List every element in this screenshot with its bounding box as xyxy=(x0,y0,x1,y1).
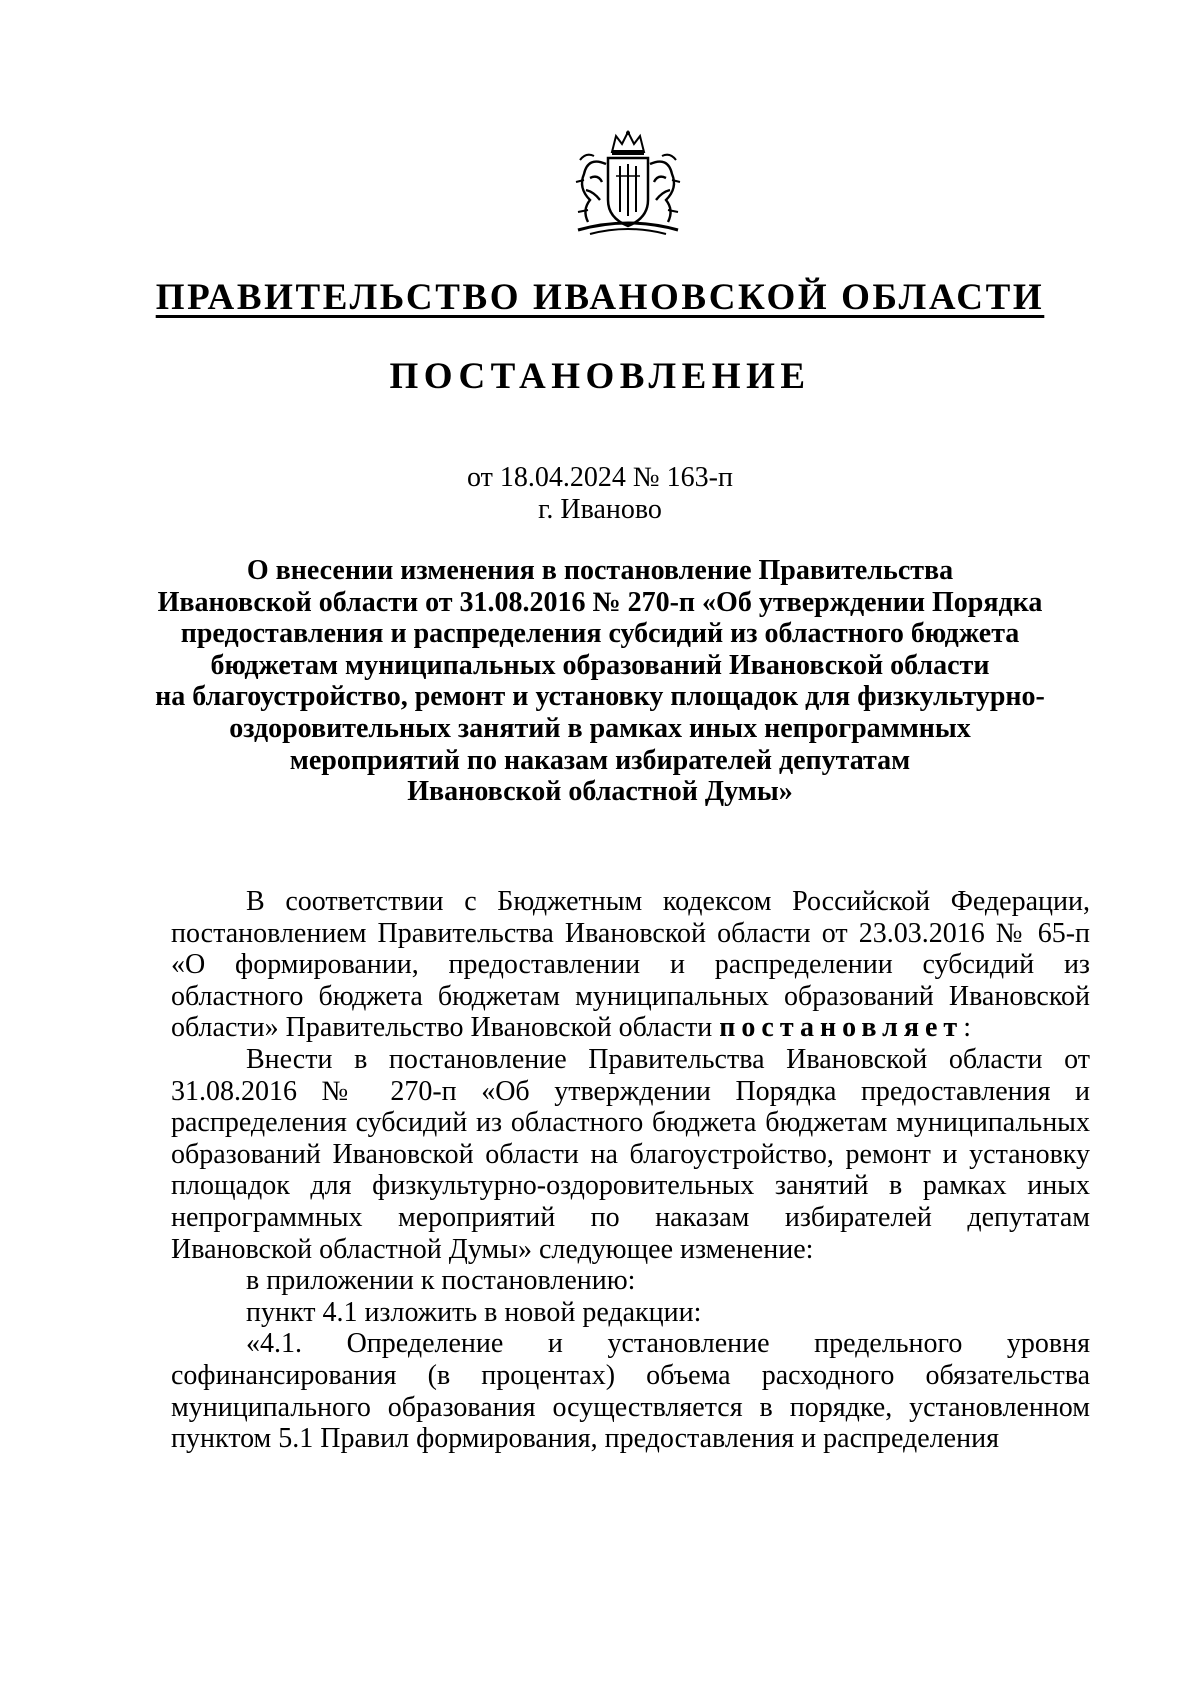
coat-of-arms-icon xyxy=(560,130,696,240)
subject-line: мероприятий по наказам избирателей депутатам xyxy=(289,744,911,776)
organization-title: ПРАВИТЕЛЬСТВО ИВАНОВСКОЙ ОБЛАСТИ xyxy=(155,277,1045,318)
subject-line: Ивановской области от 31.08.2016 № 270-п «Об утверждении Порядка xyxy=(157,586,1043,618)
amendment-paragraph: Внести в постановление Правительства Ивановской области от 31.08.2016 № 270-п «Об утверждении Порядка предоставления и распределения субсидий из областного бюджета бюджетам муниципальных образований Ивановской области на благоустройство, ремонт и установку площадок для физкультурно-оздоровительных занятий в рамках иных непрограммных мероприятий по наказам избирателей депутатам Ивановской областной Думы» следующее изменение: xyxy=(171,1043,1090,1265)
document-body xyxy=(171,886,1090,1455)
city: г. Иваново xyxy=(538,494,662,525)
subject-line: на благоустройство, ремонт и установку площадок для физкультурно- xyxy=(155,681,1045,713)
subject-line: О внесении изменения в постановление Правительства xyxy=(246,555,954,586)
clause-text-paragraph: «4.1. Определение и установление предельного уровня софинансирования (в процентах) объема расходного обязательства муниципального образования осуществляется в порядке, установленном пунктом 5.1 Правил формирования, предоставления и распределения xyxy=(171,1328,1090,1455)
preamble-end: : xyxy=(963,1012,971,1044)
preamble-paragraph xyxy=(171,886,1090,1044)
resolution-keyword: постановляет xyxy=(719,1012,964,1044)
appendix-paragraph: в приложении к постановлению: xyxy=(246,1265,636,1297)
date-and-number: от 18.04.2024 № 163-п xyxy=(467,462,733,493)
subject-line: оздоровительных занятий в рамках иных непрограммных xyxy=(229,712,971,744)
clause-paragraph: пункт 4.1 изложить в новой редакции: xyxy=(246,1296,702,1328)
subject-line: предоставления и распределения субсидий из областного бюджета xyxy=(180,618,1020,650)
document-type: ПОСТАНОВЛЕНИЕ xyxy=(389,356,811,397)
subject-line: бюджетам муниципальных образований Ивановской области xyxy=(210,649,990,681)
document-subject xyxy=(150,555,1050,808)
subject-line: Ивановской областной Думы» xyxy=(407,776,793,808)
preamble-text: В соответствии с Бюджетным кодексом Российской Федерации, постановлением Правительства Ивановской области от 23.03.2016 № 65-п «О формировании, предоставлении и распределении субсидий из областного бюджета бюджетам муниципальных образований Ивановской области» Правительство Ивановской области xyxy=(171,886,1090,1044)
